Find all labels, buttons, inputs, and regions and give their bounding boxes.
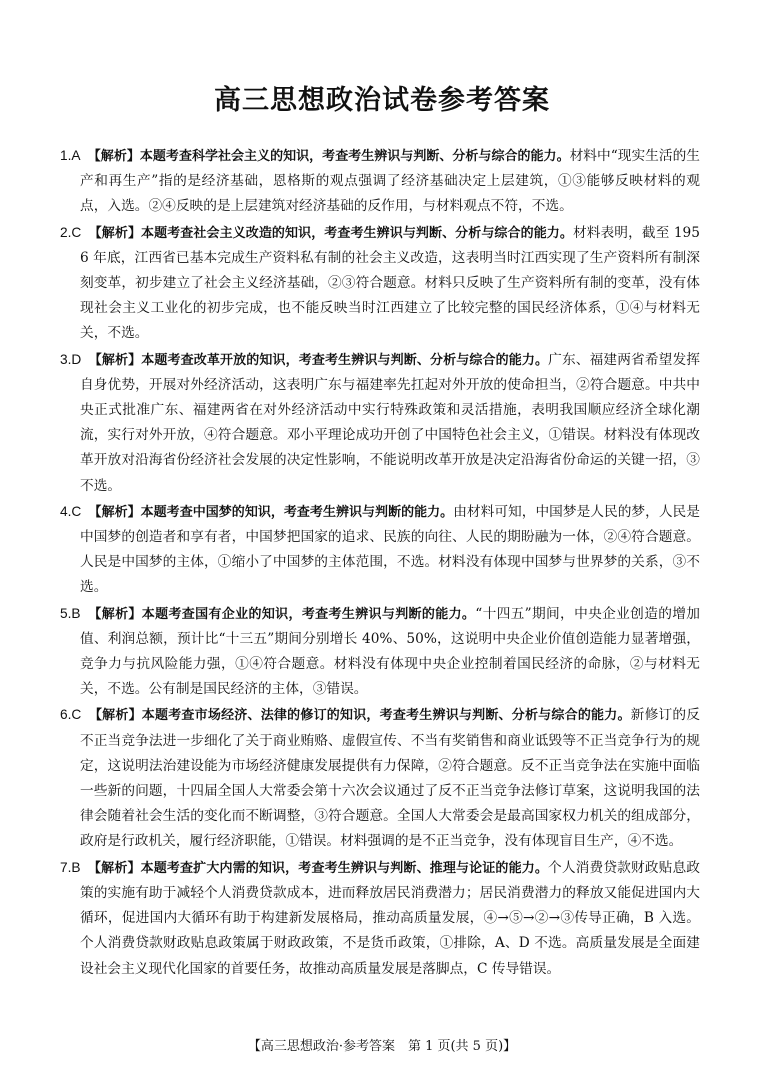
answer-number: 3.D <box>60 351 82 367</box>
answer-body: 材料中“现实生活的生产和再生产”指的是经济基础，恩格斯的观点强调了经济基础决定上层建筑，①③能够反映材料的观点，入选。②④反映的是上层建筑对经济基础的反作用，与材料观点不符，不选。 <box>80 148 700 215</box>
answer-number: 2.C <box>60 224 82 240</box>
answer-item-6 <box>60 702 700 854</box>
answer-item-3 <box>60 347 700 499</box>
answer-item-7 <box>60 855 700 982</box>
answer-item-2 <box>60 220 700 347</box>
page-footer: 【高三思想政治·参考答案 第 1 页(共 5 页)】 <box>247 1039 517 1054</box>
answer-number: 5.B <box>60 605 81 621</box>
answer-body: 新修订的反不正当竞争法进一步细化了关于商业贿赂、虚假宣传、不当有奖销售和商业诋毁等不正当竞争行为的规定，这说明法治建设能为市场经济健康发展提供有力保障，②符合题意。反不正当竞争法在实施中面临一些新的问题，十四届全国人大常委会第十六次会议通过了反不正当竞争法修订草案，这说明我国的法律会随着社会生活的变化而不断调整，③符合题意。全国人大常委会是最高国家权力机关的组成部分，政府是行政机关，履行经济职能，①错误。材料强调的是不正当竞争，没有体现盲目生产，④不选。 <box>80 707 700 850</box>
analysis-tag: 【解析】 <box>94 606 142 622</box>
answer-lead: 本题考查扩大内需的知识，考查考生辨识与判断、推理与论证的能力。 <box>140 860 548 876</box>
answer-number: 4.C <box>60 503 82 519</box>
page-title: 高三思想政治试卷参考答案 <box>214 85 550 116</box>
answer-number: 7.B <box>60 859 81 875</box>
answer-number: 6.C <box>60 707 82 723</box>
answer-body: 材料表明，截至 1956 年底，江西省已基本完成生产资料私有制的社会主义改造，这表明当时江西实现了生产资料所有制深刻变革，初步建立了社会主义经济基础，②③符合题意。材料只反映了生产资料所有制的变革，没有体现社会主义工业化的初步完成，也不能反映当时江西建立了比较完整的国民经济体系，①④与材料无关，不选。 <box>80 224 700 342</box>
analysis-tag: 【解析】 <box>94 149 140 164</box>
answer-lead: 本题考查科学社会主义的知识，考查考生辨识与判断、分析与综合的能力。 <box>139 149 570 164</box>
analysis-tag: 【解析】 <box>94 860 141 876</box>
analysis-tag: 【解析】 <box>95 504 141 520</box>
answer-body: 广东、福建两省希望发挥自身优势，开展对外经济活动，这表明广东与福建率先扛起对外开放的使命担当，②符合题意。中共中央正式批准广东、福建两省在对外经济活动中实行特殊政策和灵活措施，表明我国顺应经济全球化潮流，实行对外开放，④符合题意。邓小平理论成功开创了中国特色社会主义，①错误。材料没有体现改革开放对沿海省份经济社会发展的决定性影响，不能说明改革开放是决定沿海省份命运的关键一招，③不选。 <box>80 351 700 494</box>
answer-number: 1.A <box>60 148 81 163</box>
answer-lead: 本题考查中国梦的知识，考查考生辨识与判断的能力。 <box>140 504 454 520</box>
answer-item-1 <box>60 143 700 220</box>
answer-item-5 <box>60 601 700 703</box>
answer-lead: 本题考查改革开放的知识，考查考生辨识与判断、分析与综合的能力。 <box>141 352 549 368</box>
answer-lead: 本题考查社会主义改造的知识，考查考生辨识与判断、分析与综合的能力。 <box>141 225 573 241</box>
answer-list <box>60 143 700 982</box>
analysis-tag: 【解析】 <box>95 225 142 241</box>
answer-body: 由材料可知，中国梦是人民的梦，人民是中国梦的创造者和享有者，中国梦把国家的追求、民族的向往、人民的期盼融为一体，②④符合题意。人民是中国梦的主体，①缩小了中国梦的主体范围，不选。材料没有体现中国梦与世界梦的关系，③不选。 <box>80 503 700 596</box>
analysis-tag: 【解析】 <box>95 352 142 368</box>
analysis-tag: 【解析】 <box>95 708 142 724</box>
answer-body: “十四五”期间，中央企业创造的增加值、利润总额，预计比“十三五”期间分别增长 40%、50%，这说明中央企业价值创造能力显著增强，竞争力与抗风险能力强，①④符合题意。材料没有体现中央企业控制着国民经济的命脉，②与材料无关，不选。公有制是国民经济的主体，③错误。 <box>80 605 700 698</box>
answer-item-4 <box>60 499 700 601</box>
answer-body: 个人消费贷款财政贴息政策的实施有助于减轻个人消费贷款成本，进而释放居民消费潜力；居民消费潜力的释放又能促进国内大循环，促进国内大循环有助于构建新发展格局，推动高质量发展，④→⑤→②→③传导正确，B 入选。个人消费贷款财政贴息政策属于财政政策，不是货币政策，①排除，A、D 不选。高质量发展是全面建设社会主义现代化国家的首要任务，故推动高质量发展是落脚点，C 传导错误。 <box>80 859 700 977</box>
answer-lead: 本题考查国有企业的知识，考查考生辨识与判断的能力。 <box>141 606 476 622</box>
answer-lead: 本题考查市场经济、法律的修订的知识，考查考生辨识与判断、分析与综合的能力。 <box>141 708 631 724</box>
